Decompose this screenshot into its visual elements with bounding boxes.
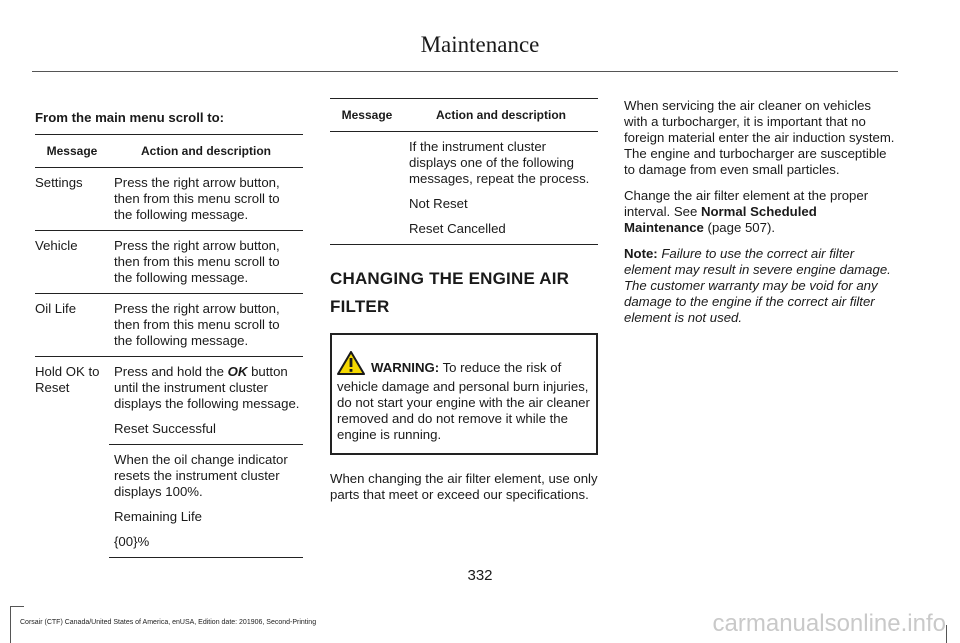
row-action: Press the right arrow button, then from this menu scroll to the following message. [109, 231, 303, 294]
crop-mark [10, 606, 24, 607]
menu-intro: From the main menu scroll to: [35, 110, 225, 125]
left-column [35, 110, 303, 558]
table-row [35, 294, 303, 357]
interval-paragraph: Change the air filter element at the proper interval. See Normal Scheduled Maintenance (page 507). [624, 188, 869, 235]
menu-table [35, 134, 303, 558]
row-message [330, 132, 404, 245]
section-heading: CHANGING THE ENGINE AIR FILTER [330, 269, 570, 316]
warning-box [330, 333, 598, 455]
row-message [35, 445, 109, 558]
warning-label: WARNING: [371, 360, 440, 375]
action-message: Remaining Life [114, 509, 202, 524]
header-message: Message [330, 99, 404, 132]
header-action: Action and description [109, 135, 303, 168]
action-message: {00}% [114, 534, 150, 549]
page-number: 332 [467, 567, 493, 584]
row-action [109, 357, 303, 445]
row-action [404, 132, 598, 245]
table-row [35, 168, 303, 231]
action-message: Not Reset [409, 196, 468, 211]
middle-column [330, 98, 598, 513]
row-message: Vehicle [35, 231, 109, 294]
message-table [330, 98, 598, 245]
maintenance-reference-link[interactable]: Normal Scheduled Maintenance [624, 204, 817, 235]
action-message: Reset Successful [114, 421, 216, 436]
header-message: Message [35, 135, 109, 168]
row-message: Settings [35, 168, 109, 231]
warning-triangle-icon [337, 351, 365, 379]
table-row [330, 132, 598, 245]
row-action: Press the right arrow button, then from this menu scroll to the following message. [109, 168, 303, 231]
crop-mark [946, 625, 947, 643]
watermark: carmanualsonline.info [712, 610, 946, 637]
ok-button-label: OK [227, 364, 248, 379]
header-action: Action and description [404, 99, 598, 132]
row-message: Hold OK to Reset [35, 364, 100, 395]
footer-edition: Corsair (CTF) Canada/United States of America, enUSA, Edition date: 201906, Second-Printing [20, 619, 317, 626]
action-message: Reset Cancelled [409, 221, 506, 236]
action-text: When the oil change indicator resets the instrument cluster displays 100%. [114, 452, 288, 499]
note-paragraph [624, 246, 896, 326]
action-text: If the instrument cluster displays one of the following messages, repeat the process. [409, 139, 590, 186]
right-column [624, 98, 896, 336]
row-action [109, 445, 303, 558]
note-text: Failure to use the correct air filter element may result in severe engine damage. The customer warranty may be void for any damage to the engine if the correct air filter element is not used. [624, 246, 891, 325]
table-row [35, 231, 303, 294]
row-message: Oil Life [35, 294, 109, 357]
table-row [35, 357, 303, 445]
warning-text: To reduce the risk of vehicle damage and personal burn injuries, do not start your engine with the air cleaner removed and do not remove it while the engine is running. [337, 360, 590, 442]
page-title: Maintenance [420, 32, 540, 57]
action-text: Press and hold the OK button until the instrument cluster displays the following message. [114, 364, 300, 411]
title-divider [32, 71, 898, 72]
crop-mark [10, 606, 11, 643]
note-label: Note: [624, 246, 658, 261]
table-row [35, 445, 303, 558]
row-action: Press the right arrow button, then from this menu scroll to the following message. [109, 294, 303, 357]
turbo-paragraph: When servicing the air cleaner on vehicles with a turbocharger, it is important that no foreign material enter the air induction system. The engine and turbocharger are susceptible to damage from even small particles. [624, 98, 895, 177]
air-filter-paragraph: When changing the air filter element, use only parts that meet or exceed our specifications. [330, 471, 598, 502]
